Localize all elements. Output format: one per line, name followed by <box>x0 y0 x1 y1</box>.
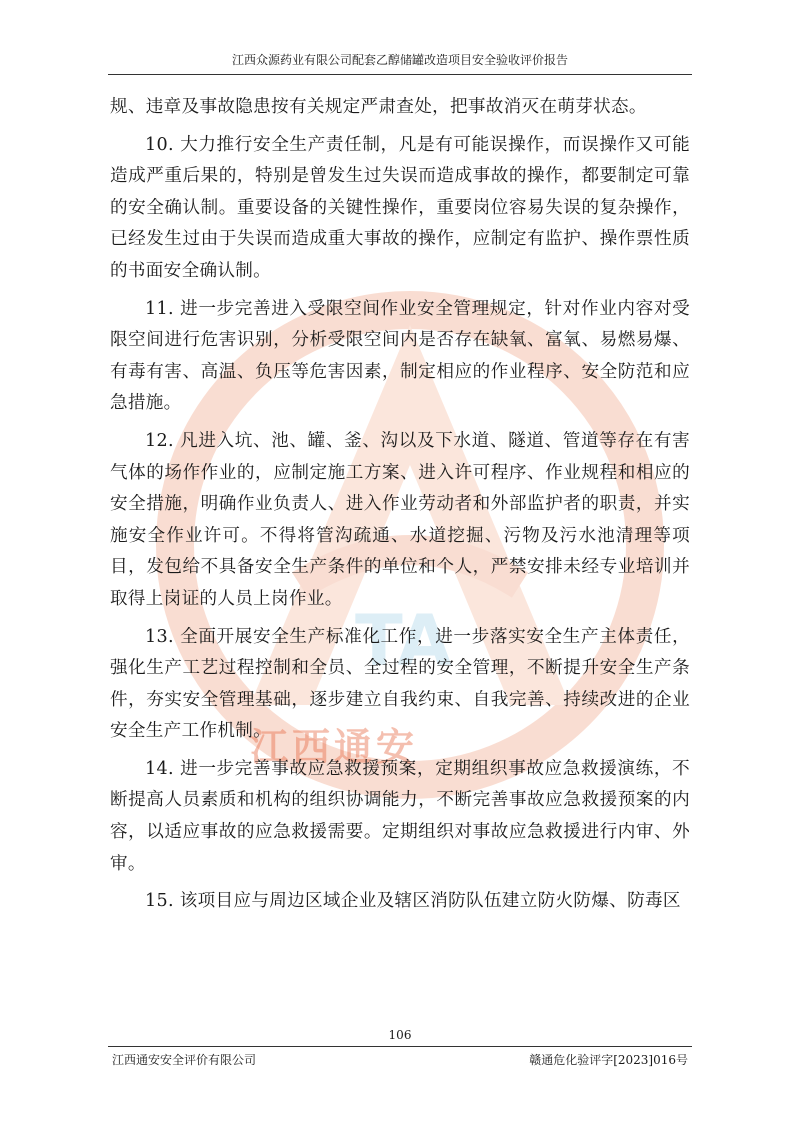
document-body <box>110 92 690 924</box>
page-header <box>108 52 692 75</box>
page-footer <box>108 1046 692 1069</box>
paragraph: 11. 进一步完善进入受限空间作业安全管理规定，针对作业内容对受限空间进行危害识别，分析受限空间内是否存在缺氧、富氧、易燃易爆、有毒有害、高温、负压等危害因素，制定相应的作业程序、安全防范和应急措施。 <box>110 298 690 414</box>
paragraph: 10. 大力推行安全生产责任制，凡是有可能误操作，而误操作又可能造成严重后果的，特别是曾发生过失误而造成事故的操作，都要制定可靠的安全确认制。重要设备的关键性操作，重要岗位容易失误的复杂操作，已经发生过由于失误而造成重大事故的操作，应制定有监护、操作票性质的书面安全确认制。 <box>110 134 690 281</box>
report-title: 江西众源药业有限公司配套乙醇储罐改造项目安全验收评价报告 <box>231 53 568 67</box>
paragraph: 规、违章及事故隐患按有关规定严肃查处，把事故消灭在萌芽状态。 <box>110 97 647 117</box>
svg-text:TA: TA <box>355 600 452 682</box>
watermark-text: 江西通安 <box>250 725 419 769</box>
paragraph: 14. 进一步完善事故应急救援预案，定期组织事故应急救援演练，不断提高人员素质和机构的组织协调能力，不断完善事故应急救援预案的内容，以适应事故的应急救援需要。定期组织对事故应急救援进行内审、外审。 <box>110 758 690 874</box>
footer-company: 江西通安安全评价有限公司 <box>112 1053 257 1067</box>
paragraph: 15. 该项目应与周边区域企业及辖区消防队伍建立防火防爆、防毒区 <box>145 891 681 912</box>
page-number: 106 <box>388 1028 412 1042</box>
paragraph: 12. 凡进入坑、池、罐、釜、沟以及下水道、隧道、管道等存在有害气体的场作作业的，应制定施工方案、进入许可程序、作业规程和相应的安全措施，明确作业负责人、进入作业劳动者和外部监护者的职责，并实施安全作业许可。不得将管沟疏通、水道挖掘、污物及污水池清理等项目，发包给不具备安全生产条件的单位和个人，严禁安排未经专业培训并取得上岗证的人员上岗作业。 <box>110 430 690 609</box>
paragraph: 13. 全面开展安全生产标准化工作，进一步落实安全生产主体责任，强化生产工艺过程控制和全员、全过程的安全管理，不断提升安全生产条件，夯实安全管理基础，逐步建立自我约束、自我完善、持续改进的企业安全生产工作机制。 <box>110 626 690 742</box>
footer-doc-number: 赣通危化验评字[2023]016号 <box>529 1053 688 1067</box>
